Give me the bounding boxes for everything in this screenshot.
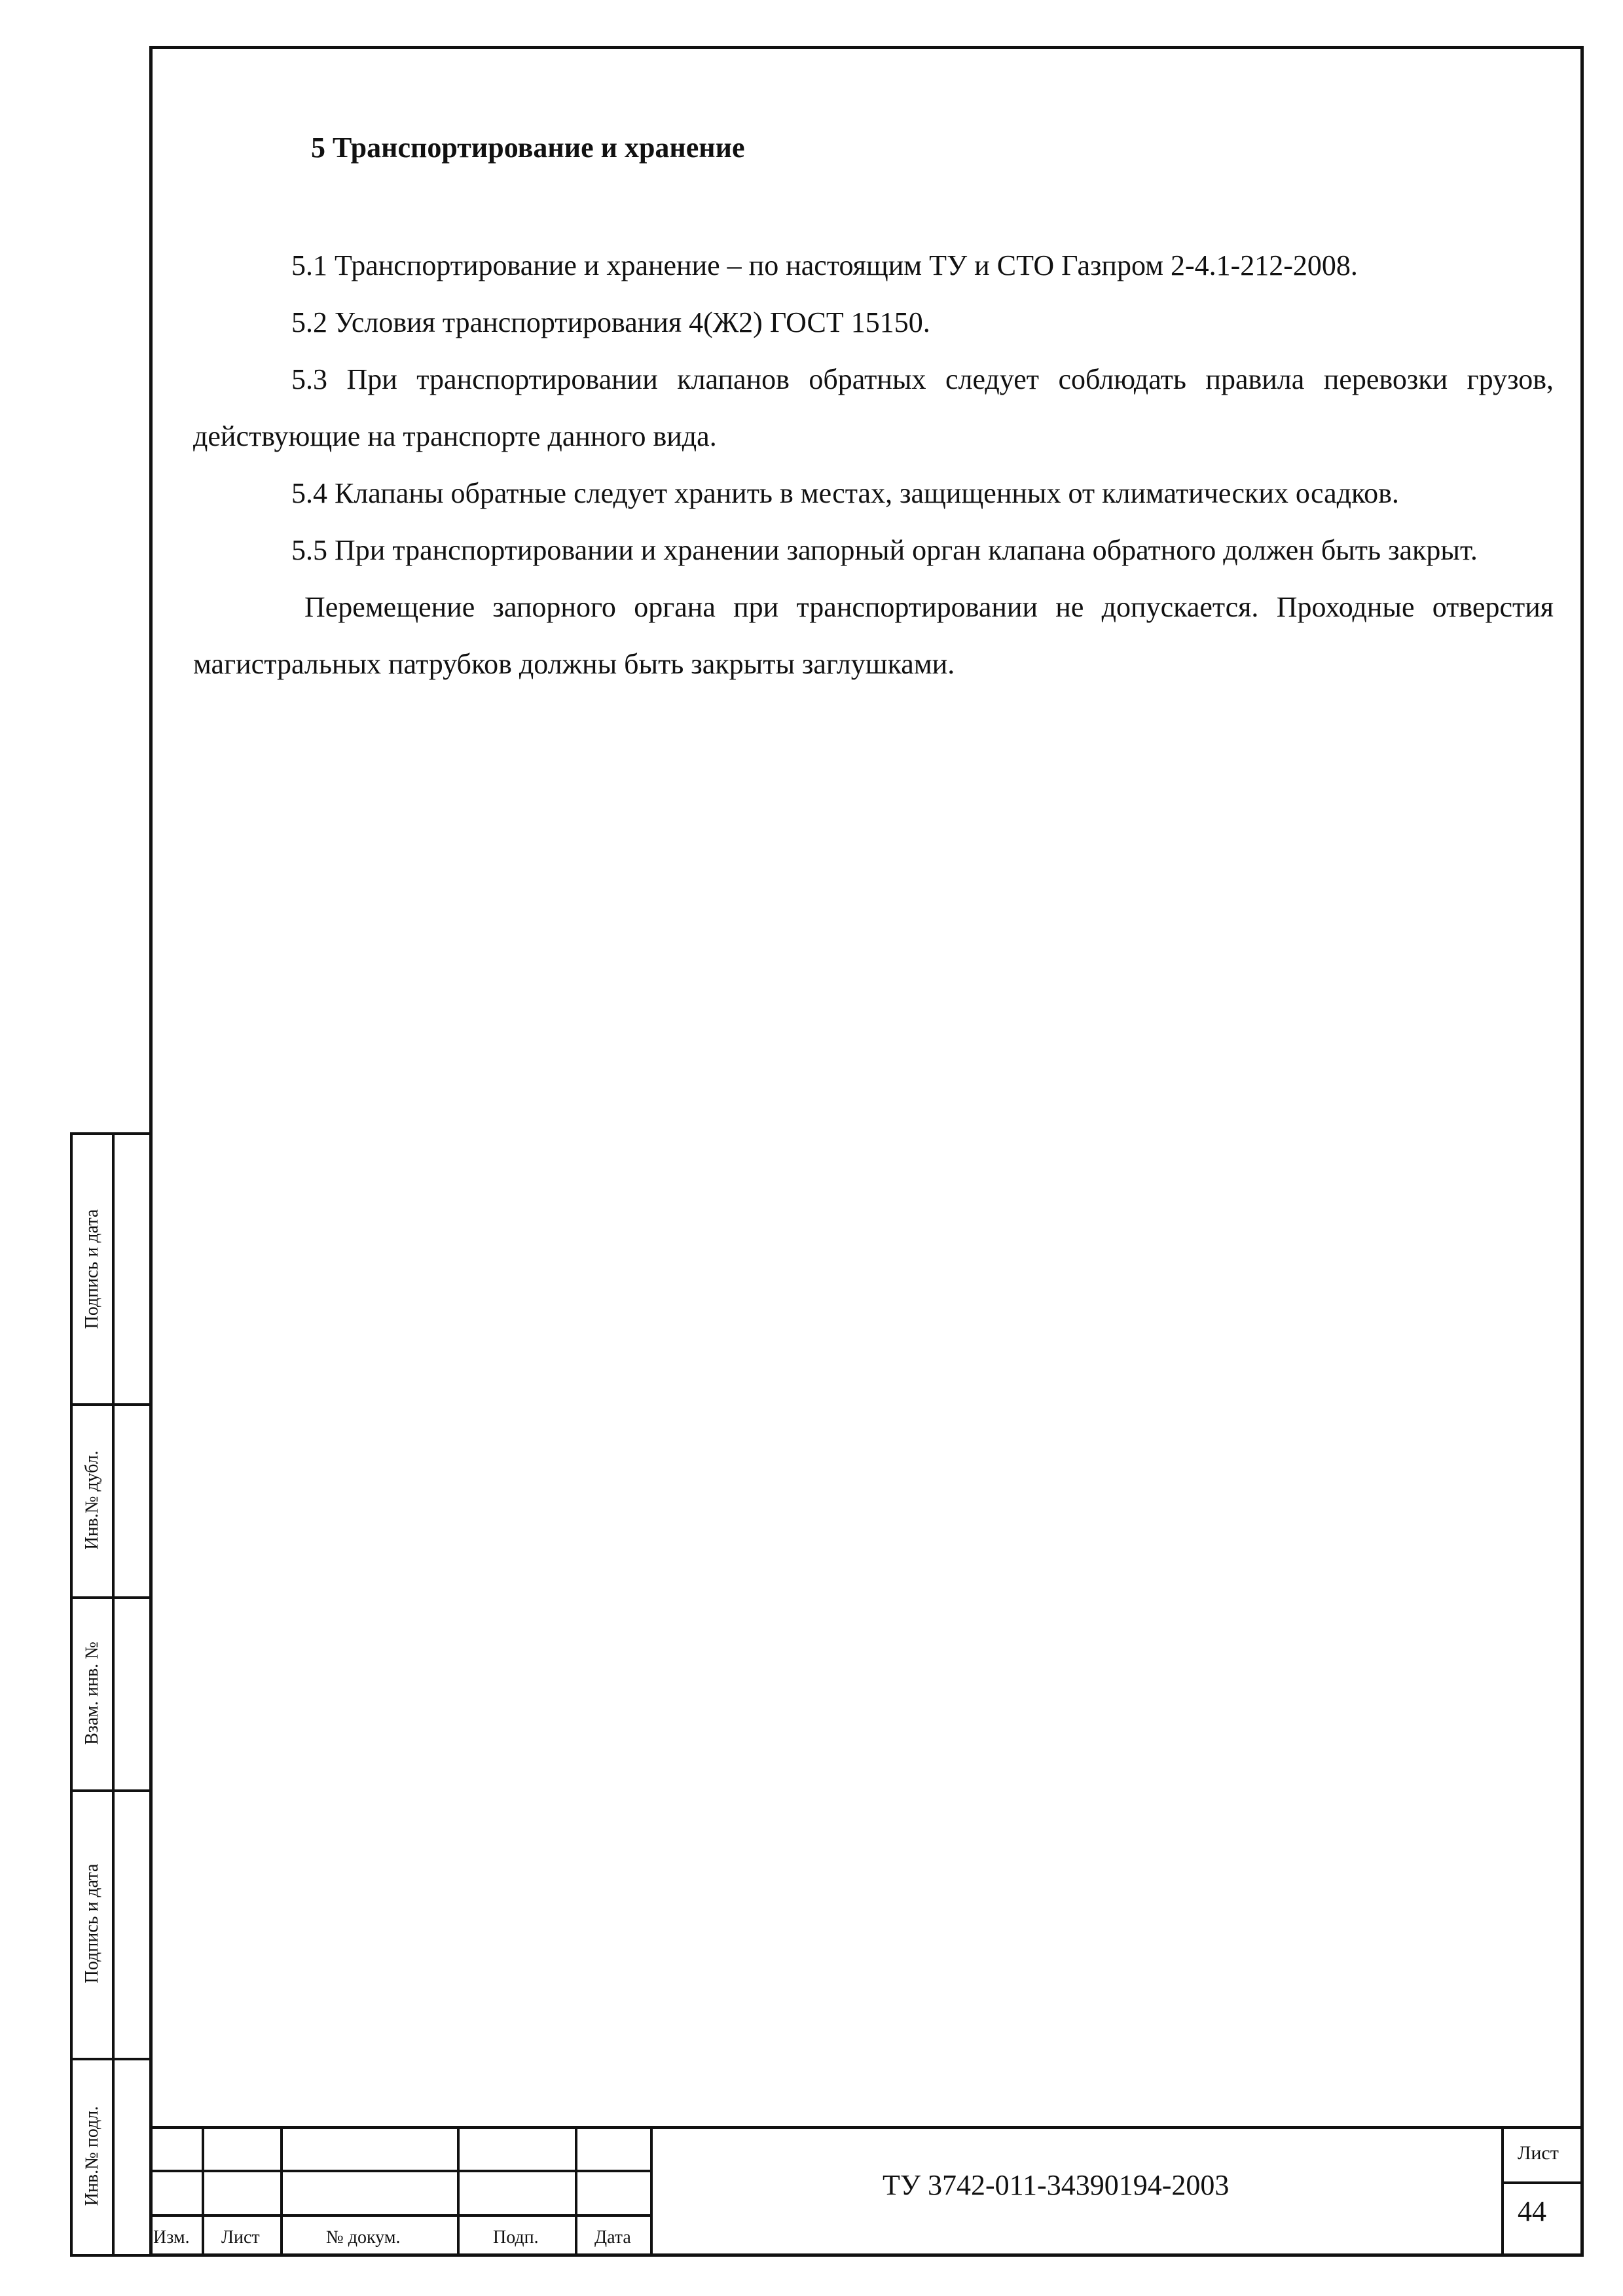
paragraph-5-2: 5.2 Условия транспортирования 4(Ж2) ГОСТ 15150.: [291, 306, 930, 338]
title-block-row-line: [149, 2214, 650, 2217]
section-heading: 5 Транспортирование и хранение: [311, 132, 745, 164]
side-strip-divider: [73, 1789, 153, 1792]
title-block-row-line: [1501, 2181, 1584, 2184]
paragraph-5-4: 5.4 Клапаны обратные следует хранить в местах, защищенных от климатических осадков.: [291, 477, 1399, 509]
title-block-column-line: [280, 2129, 283, 2257]
side-strip-divider: [73, 1403, 153, 1406]
column-label-change: Изм.: [153, 2227, 190, 2248]
column-label-sheet: Лист: [221, 2227, 260, 2248]
sheet-label: Лист: [1518, 2142, 1559, 2164]
document-code: ТУ 3742-011-34390194-2003: [883, 2169, 1230, 2201]
side-label-signature-date-2: Подпись и дата: [82, 1863, 102, 1984]
title-block-row-line: [149, 2170, 650, 2172]
sheet-number: 44: [1518, 2195, 1546, 2227]
title-block: [149, 2126, 1584, 2257]
side-label-duplicate-inv: Инв.№ дубл.: [82, 1450, 102, 1550]
column-label-document-no: № докум.: [326, 2227, 401, 2248]
side-strip-divider: [73, 2058, 153, 2060]
side-strip-column-line: [112, 1135, 115, 2254]
title-block-column-line: [202, 2129, 204, 2257]
side-label-replacement-inv: Взам. инв. №: [82, 1641, 102, 1745]
paragraph-5-5-continued: Перемещение запорного органа при транспортировании не допускается. Проходные отверстия магистральных патрубков должны быть закрыты заглушками.: [193, 591, 1554, 680]
paragraph-5-5: 5.5 При транспортировании и хранении запорный орган клапана обратного должен быть закрыт.: [291, 534, 1478, 566]
title-block-column-line: [457, 2129, 460, 2257]
side-label-signature-date: Подпись и дата: [82, 1209, 102, 1329]
column-label-signature: Подп.: [493, 2227, 539, 2248]
column-label-date: Дата: [594, 2227, 631, 2248]
paragraph-5-3: 5.3 При транспортировании клапанов обратных следует соблюдать правила перевозки грузов, действующие на транспорте данного вида.: [193, 363, 1554, 452]
side-stamp-strip: [70, 1132, 153, 2257]
title-block-column-line: [650, 2129, 653, 2257]
side-label-original-inv: Инв.№ подл.: [82, 2106, 102, 2206]
side-strip-divider: [73, 1596, 153, 1599]
section-body: [193, 237, 1554, 692]
title-block-column-line: [1501, 2129, 1504, 2257]
title-block-column-line: [575, 2129, 577, 2257]
paragraph-5-1: 5.1 Транспортирование и хранение – по настоящим ТУ и СТО Газпром 2-4.1-212-2008.: [291, 249, 1358, 281]
